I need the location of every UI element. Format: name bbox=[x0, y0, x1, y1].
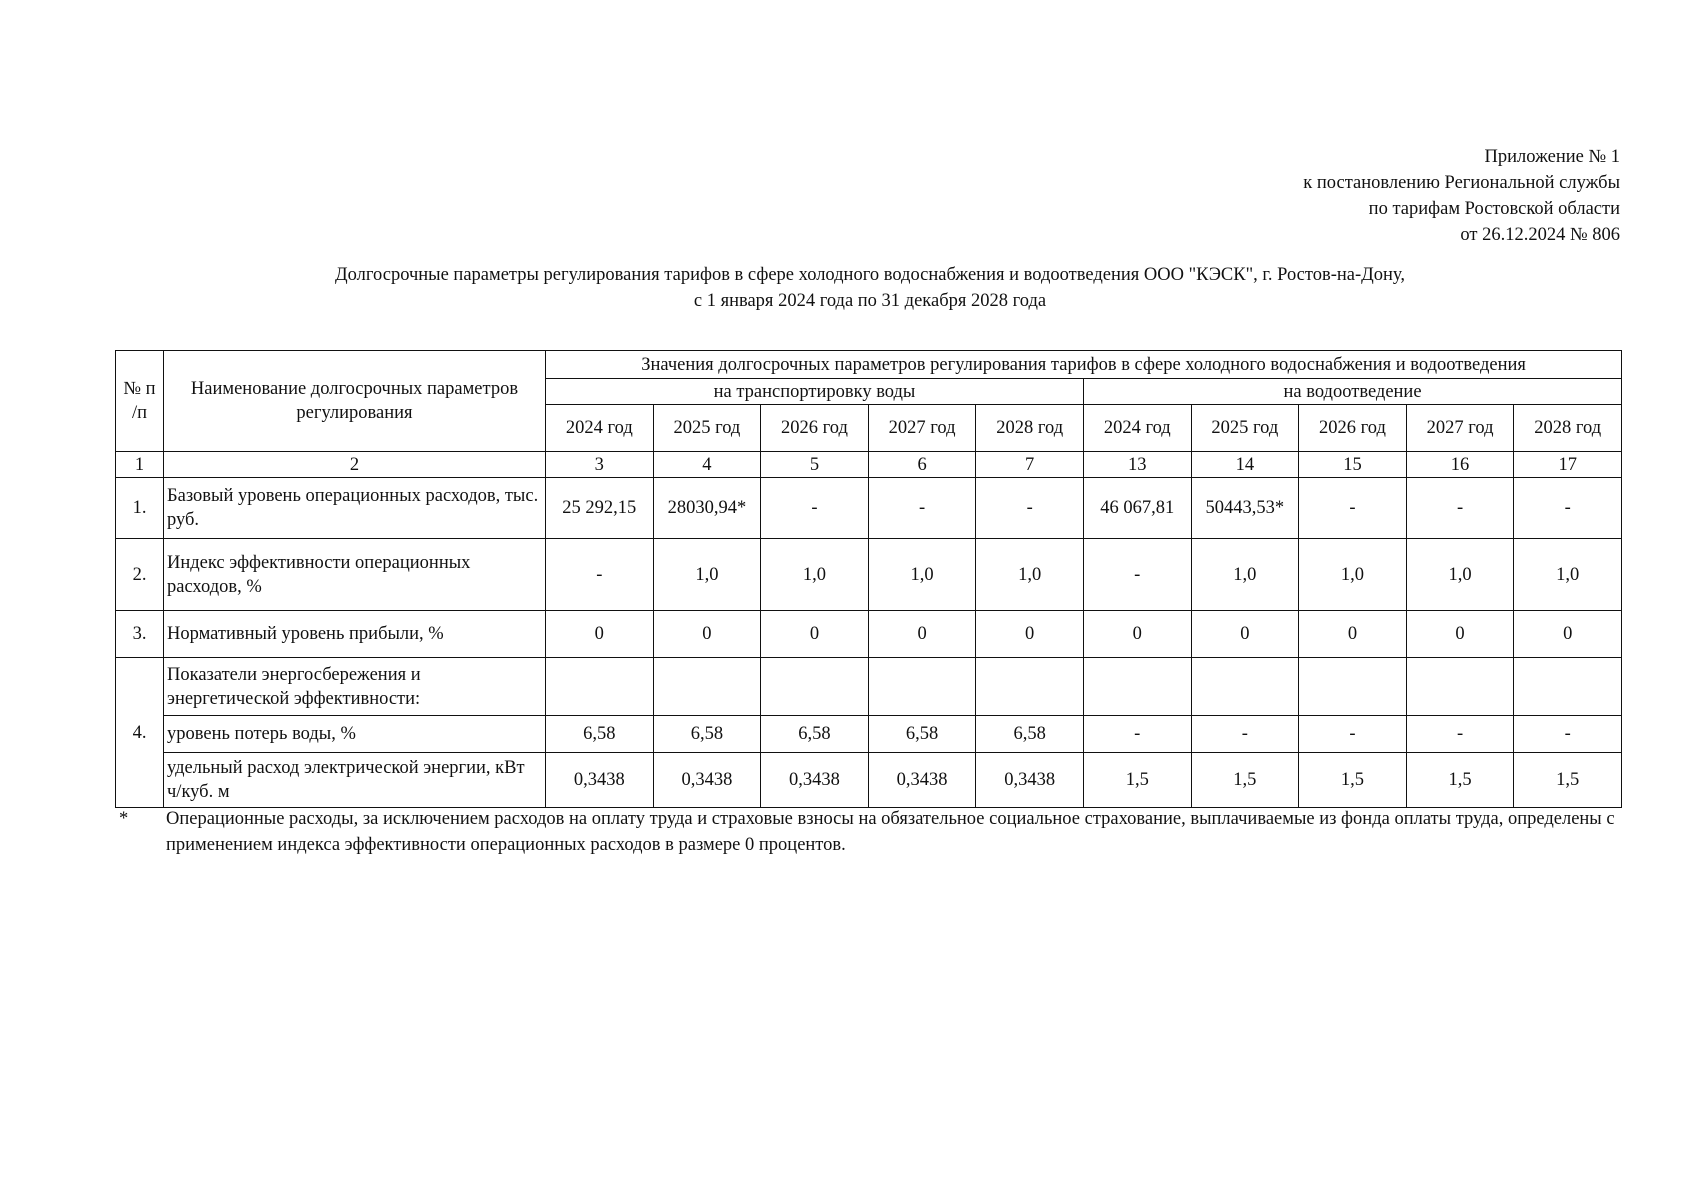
value-cell: 1,0 bbox=[761, 539, 869, 611]
empty-cell bbox=[546, 658, 654, 716]
header-row-group bbox=[116, 351, 1622, 379]
value-cell: 0 bbox=[1299, 611, 1407, 658]
header-year-cell: 2028 год bbox=[1514, 405, 1622, 452]
empty-cell bbox=[1406, 658, 1514, 716]
row-number: 1. bbox=[116, 478, 164, 539]
value-cell: 1,0 bbox=[976, 539, 1084, 611]
value-cell: 0,3438 bbox=[653, 753, 761, 808]
empty-cell bbox=[1299, 658, 1407, 716]
value-cell: 1,0 bbox=[1406, 539, 1514, 611]
row-name: Базовый уровень операционных расходов, тыс. руб. bbox=[164, 478, 546, 539]
value-cell: 0 bbox=[976, 611, 1084, 658]
appendix-block bbox=[1303, 144, 1620, 248]
empty-cell bbox=[1514, 658, 1622, 716]
table-row bbox=[116, 539, 1622, 611]
column-number-cell: 2 bbox=[164, 452, 546, 478]
table-row bbox=[116, 716, 1622, 753]
document-title-line-1: Долгосрочные параметры регулирования тарифов в сфере холодного водоснабжения и водоотведения ООО "КЭСК", г. Ростов-на-Дону, bbox=[335, 265, 1405, 285]
row-number: 3. bbox=[116, 611, 164, 658]
header-year-cell: 2024 год bbox=[546, 405, 654, 452]
footnote bbox=[115, 806, 1625, 858]
value-cell: 0 bbox=[1191, 611, 1299, 658]
value-cell: 6,58 bbox=[761, 716, 869, 753]
footnote-mark: * bbox=[119, 809, 129, 829]
row-name: Нормативный уровень прибыли, % bbox=[164, 611, 546, 658]
value-cell: 46 067,81 bbox=[1083, 478, 1191, 539]
appendix-number: Приложение № 1 bbox=[1484, 147, 1620, 167]
value-cell: 0 bbox=[1406, 611, 1514, 658]
column-number-cell: 3 bbox=[546, 452, 654, 478]
column-number-cell: 7 bbox=[976, 452, 1084, 478]
value-cell: 1,5 bbox=[1083, 753, 1191, 808]
header-name: Наименование долгосрочных параметров регулирования bbox=[164, 351, 546, 452]
value-cell: 1,0 bbox=[1299, 539, 1407, 611]
row-name: Показатели энергосбережения и энергетической эффективности: bbox=[164, 658, 546, 716]
value-cell: 25 292,15 bbox=[546, 478, 654, 539]
table-row bbox=[116, 753, 1622, 808]
header-year-cell: 2025 год bbox=[1191, 405, 1299, 452]
row-number: 2. bbox=[116, 539, 164, 611]
header-year-cell: 2027 год bbox=[1406, 405, 1514, 452]
row-number: 4. bbox=[116, 658, 164, 808]
value-cell: 28030,94* bbox=[653, 478, 761, 539]
value-cell: 1,5 bbox=[1299, 753, 1407, 808]
header-num: № п /п bbox=[116, 351, 164, 452]
appendix-date: от 26.12.2024 № 806 bbox=[1460, 225, 1620, 245]
value-cell: 0 bbox=[868, 611, 976, 658]
value-cell: 6,58 bbox=[976, 716, 1084, 753]
value-cell: 6,58 bbox=[868, 716, 976, 753]
value-cell: 0 bbox=[761, 611, 869, 658]
header-transport-group: на транспортировку воды bbox=[546, 379, 1084, 405]
value-cell: 1,0 bbox=[1514, 539, 1622, 611]
empty-cell bbox=[1191, 658, 1299, 716]
value-cell: - bbox=[1514, 716, 1622, 753]
value-cell: 0 bbox=[1514, 611, 1622, 658]
value-cell: 0 bbox=[1083, 611, 1191, 658]
column-number-cell: 13 bbox=[1083, 452, 1191, 478]
value-cell: 50443,53* bbox=[1191, 478, 1299, 539]
value-cell: - bbox=[546, 539, 654, 611]
value-cell: 1,0 bbox=[653, 539, 761, 611]
value-cell: - bbox=[1406, 478, 1514, 539]
table-row bbox=[116, 611, 1622, 658]
value-cell: 6,58 bbox=[546, 716, 654, 753]
document-title-line-2: с 1 января 2024 года по 31 декабря 2028 года bbox=[693, 291, 1047, 311]
parameters-table bbox=[115, 350, 1622, 808]
table-row bbox=[116, 658, 1622, 716]
value-cell: - bbox=[761, 478, 869, 539]
value-cell: 1,5 bbox=[1406, 753, 1514, 808]
column-numbers-row bbox=[116, 452, 1622, 478]
value-cell: 0,3438 bbox=[976, 753, 1084, 808]
value-cell: - bbox=[1299, 478, 1407, 539]
column-number-cell: 14 bbox=[1191, 452, 1299, 478]
value-cell: 1,0 bbox=[868, 539, 976, 611]
header-drainage-group: на водоотведение bbox=[1083, 379, 1621, 405]
empty-cell bbox=[868, 658, 976, 716]
value-cell: - bbox=[976, 478, 1084, 539]
value-cell: - bbox=[1299, 716, 1407, 753]
row-name: Индекс эффективности операционных расходов, % bbox=[164, 539, 546, 611]
header-year-cell: 2026 год bbox=[761, 405, 869, 452]
value-cell: - bbox=[1406, 716, 1514, 753]
header-year-cell: 2026 год bbox=[1299, 405, 1407, 452]
value-cell: 0 bbox=[546, 611, 654, 658]
column-number-cell: 6 bbox=[868, 452, 976, 478]
value-cell: 0 bbox=[653, 611, 761, 658]
header-year-cell: 2025 год bbox=[653, 405, 761, 452]
header-values-group: Значения долгосрочных параметров регулирования тарифов в сфере холодного водоснабжения и водоотведения bbox=[546, 351, 1622, 379]
column-number-cell: 16 bbox=[1406, 452, 1514, 478]
value-cell: 0,3438 bbox=[546, 753, 654, 808]
empty-cell bbox=[976, 658, 1084, 716]
appendix-resolution: к постановлению Региональной службы bbox=[1303, 173, 1620, 193]
column-number-cell: 4 bbox=[653, 452, 761, 478]
value-cell: 0,3438 bbox=[761, 753, 869, 808]
value-cell: - bbox=[1083, 539, 1191, 611]
row-name: удельный расход электрической энергии, кВт ч/куб. м bbox=[164, 753, 546, 808]
empty-cell bbox=[761, 658, 869, 716]
column-number-cell: 5 bbox=[761, 452, 869, 478]
value-cell: - bbox=[1514, 478, 1622, 539]
table-row bbox=[116, 478, 1622, 539]
value-cell: 1,5 bbox=[1514, 753, 1622, 808]
value-cell: 0,3438 bbox=[868, 753, 976, 808]
footnote-text: Операционные расходы, за исключением расходов на оплату труда и страховые взносы на обязательное социальное страхование, выплачиваемые из фонда оплаты труда, определены с применением индекса эффективности операционных расходов в размере 0 процентов. bbox=[166, 809, 1615, 855]
empty-cell bbox=[653, 658, 761, 716]
header-year-cell: 2024 год bbox=[1083, 405, 1191, 452]
row-name: уровень потерь воды, % bbox=[164, 716, 546, 753]
value-cell: 1,0 bbox=[1191, 539, 1299, 611]
value-cell: 1,5 bbox=[1191, 753, 1299, 808]
value-cell: - bbox=[1083, 716, 1191, 753]
empty-cell bbox=[1083, 658, 1191, 716]
appendix-authority: по тарифам Ростовской области bbox=[1368, 199, 1620, 219]
column-number-cell: 17 bbox=[1514, 452, 1622, 478]
value-cell: - bbox=[868, 478, 976, 539]
column-number-cell: 1 bbox=[116, 452, 164, 478]
column-number-cell: 15 bbox=[1299, 452, 1407, 478]
value-cell: 6,58 bbox=[653, 716, 761, 753]
document-title bbox=[0, 262, 1698, 314]
header-year-cell: 2028 год bbox=[976, 405, 1084, 452]
header-year-cell: 2027 год bbox=[868, 405, 976, 452]
value-cell: - bbox=[1191, 716, 1299, 753]
